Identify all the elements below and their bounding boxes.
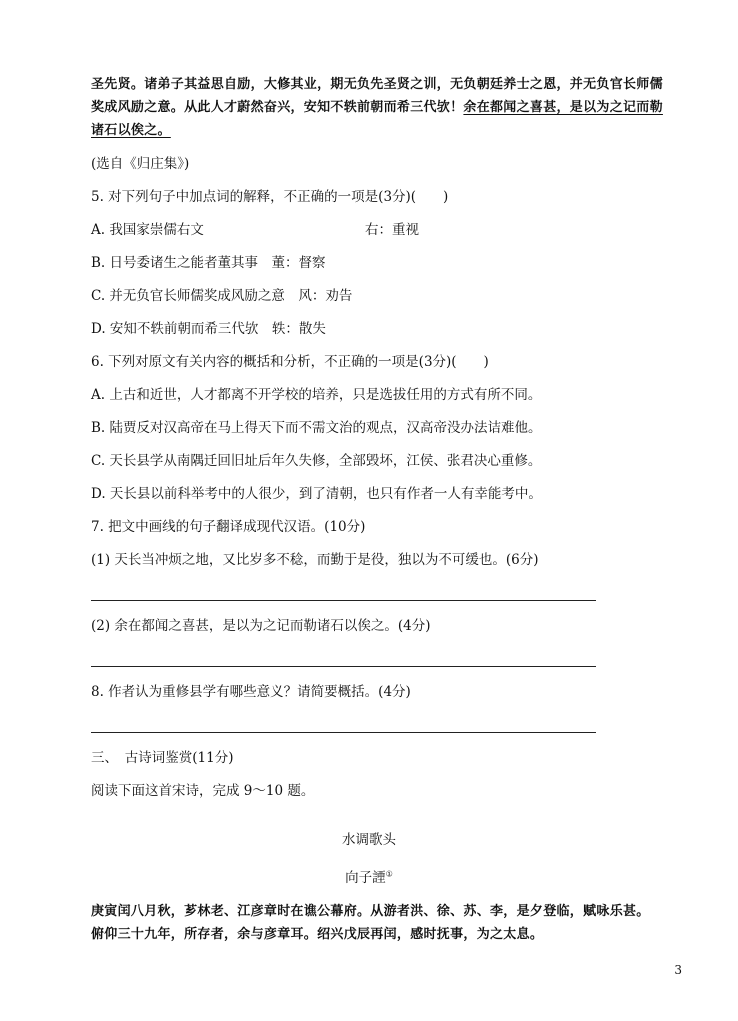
q7-sub-2: (2) 余在都闻之喜甚，是以为之记而勒诸石以俟之。(4分)	[91, 618, 431, 634]
poem-title: 水调歌头	[342, 832, 396, 848]
poem-preface-line-1: 庚寅闰八月秋，芗林老、江彦章时在谯公幕府。从游者洪、徐、苏、李，是夕登临，赋咏乐甚。	[91, 904, 650, 919]
passage-line-1: 圣先贤。诸弟子其益思自励，大修其业，期无负先圣贤之训，无负朝廷养士之恩，并无负官长师儒	[91, 77, 663, 92]
q6-option-c: C. 天长县学从南隅迁回旧址后年久失修，全部毁坏，江侯、张君决心重修。	[91, 453, 542, 469]
answer-line-q7-1[interactable]	[91, 600, 596, 601]
answer-line-q7-2[interactable]	[91, 666, 596, 667]
question-6: 6. 下列对原文有关内容的概括和分析，不正确的一项是(3分)( )	[91, 354, 489, 370]
question-8: 8. 作者认为重修县学有哪些意义？请简要概括。(4分)	[91, 684, 411, 700]
q5-option-a-text: A. 我国家崇儒右文	[91, 222, 204, 238]
q5-option-b: B. 日号委诸生之能者董其事 董：督察	[91, 255, 326, 271]
q5-option-d: D. 安知不轶前朝而希三代欤 轶：散失	[91, 321, 326, 337]
page-number: 3	[674, 963, 682, 977]
q7-sub-1: (1) 天长当冲烦之地，又比岁多不稔，而勤于是役，独以为不可缓也。(6分)	[91, 552, 539, 568]
q6-option-b: B. 陆贾反对汉高帝在马上得天下而不需文治的观点，汉高帝没办法诘难他。	[91, 420, 542, 436]
poem-preface-line-2: 俯仰三十九年，所存者，余与彦章耳。绍兴戊辰再闰，感时抚事，为之太息。	[91, 927, 544, 942]
section-heading: 三、 古诗词鉴赏(11分)	[91, 750, 234, 766]
poem-author-name: 向子諲	[345, 870, 386, 886]
question-5: 5. 对下列句子中加点词的解释，不正确的一项是(3分)( )	[91, 189, 449, 205]
section-instruction: 阅读下面这首宋诗，完成 9～10 题。	[91, 783, 315, 799]
answer-line-q8[interactable]	[91, 732, 596, 733]
q5-option-a-gloss: 右：重视	[365, 222, 419, 238]
footnote-marker: ①	[385, 869, 393, 879]
q5-option-c: C. 并无负官长师儒奖成风励之意 风：劝告	[91, 288, 353, 304]
q6-option-d: D. 天长县以前科举考中的人很少，到了清朝，也只有作者一人有幸能考中。	[91, 486, 542, 502]
q5-option-a	[91, 221, 651, 239]
q6-option-a: A. 上古和近世，人才都离不开学校的培养，只是选拔任用的方式有所不同。	[91, 387, 542, 403]
passage-line-3	[91, 122, 171, 140]
passage-line-2	[91, 99, 663, 117]
passage-line-2-text: 奖成风励之意。从此人才蔚然奋兴，安知不轶前朝而希三代欤！	[91, 100, 464, 115]
source-note: (选自《归庄集》)	[91, 156, 190, 172]
question-7: 7. 把文中画线的句子翻译成现代汉语。(10分)	[91, 519, 366, 535]
underlined-sentence-part-2: 诸石以俟之。	[91, 123, 171, 138]
poem-author	[0, 866, 738, 886]
underlined-sentence-part-1: 余在都闻之喜甚，是以为之记而勒	[463, 100, 663, 115]
